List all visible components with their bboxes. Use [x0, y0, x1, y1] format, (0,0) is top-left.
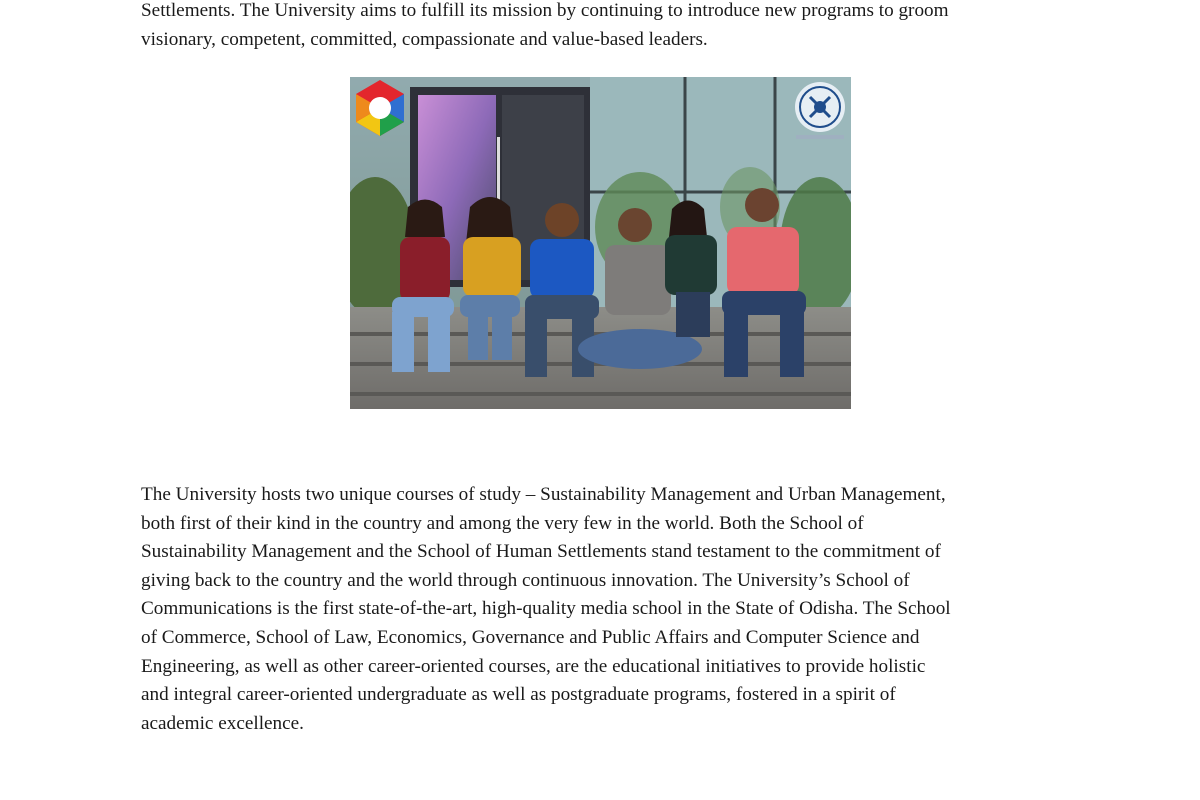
main-line: giving back to the country and the world through continuous innovation. The University’s School of [141, 569, 910, 591]
main-paragraph [141, 481, 1056, 738]
main-line: both first of their kind in the country and among the very few in the world. Both the School of [141, 512, 864, 534]
main-line: Sustainability Management and the School of Human Settlements stand testament to the commitment of [141, 541, 941, 563]
main-line: Engineering, as well as other career-oriented courses, are the educational initiatives to provide holistic [141, 655, 926, 677]
main-line: of Commerce, School of Law, Economics, Governance and Public Affairs and Computer Science and [141, 626, 920, 648]
main-line: and integral career-oriented undergraduate as well as postgraduate programs, fostered in a spirit of [141, 684, 896, 706]
main-line: Communications is the first state-of-the-art, high-quality media school in the State of Odisha. The School [141, 598, 951, 620]
main-line: academic excellence. [141, 712, 304, 734]
main-line: The University hosts two unique courses of study – Sustainability Management and Urban Management, [141, 484, 946, 505]
intro-paragraph [141, 0, 1056, 54]
intro-line: visionary, competent, committed, compassionate and value-based leaders. [141, 28, 708, 50]
student-group-photo [350, 77, 851, 409]
intro-line: Settlements. The University aims to fulfill its mission by continuing to introduce new programs to groom [141, 0, 949, 21]
